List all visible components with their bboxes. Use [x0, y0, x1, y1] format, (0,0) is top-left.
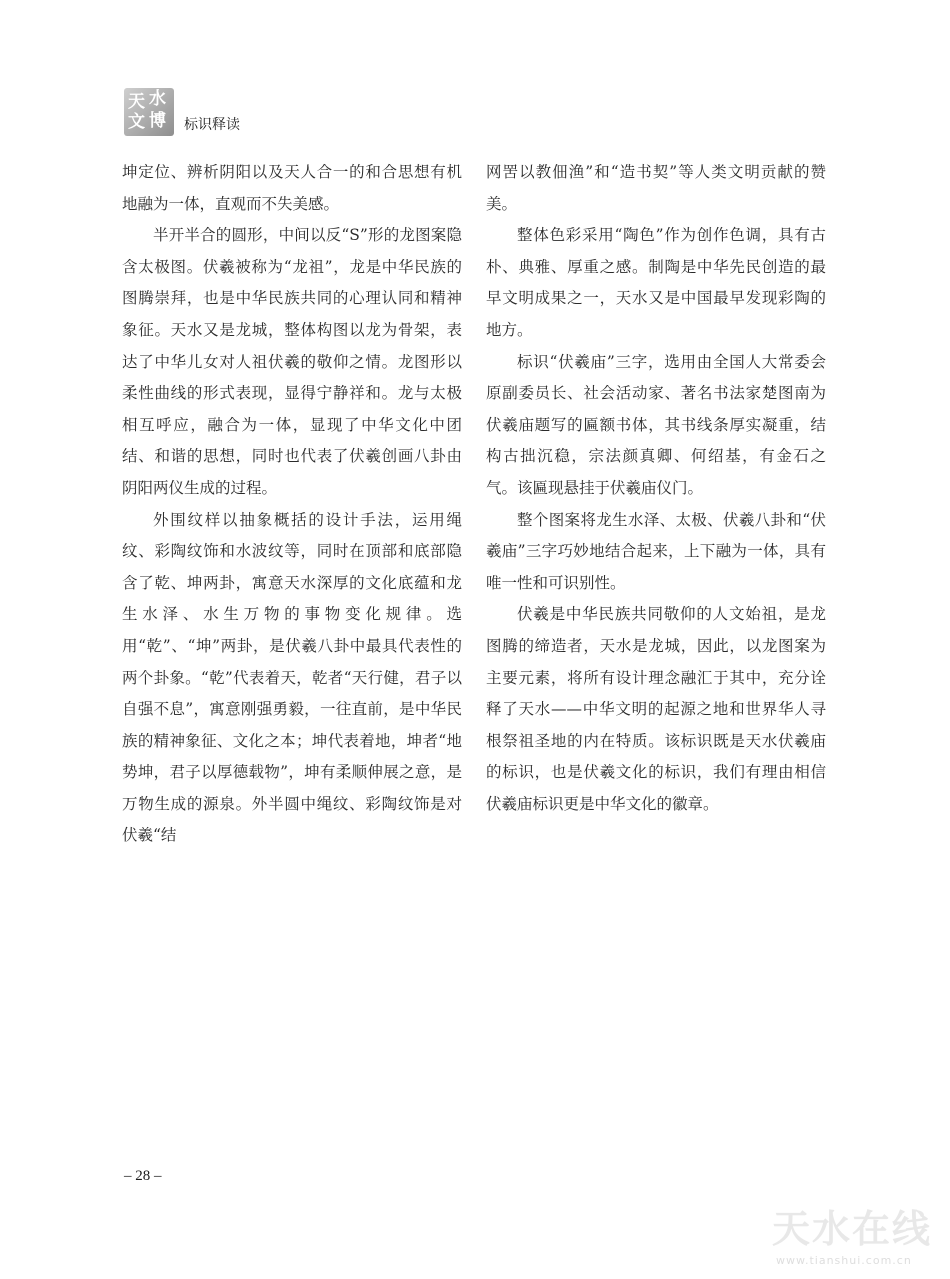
- watermark-url: www.tianshui.com.cn: [776, 1254, 912, 1267]
- page-number: – 28 –: [124, 1168, 162, 1184]
- logo-char: 水: [149, 89, 166, 109]
- paragraph: 半开半合的圆形，中间以反“S”形的龙图案隐含太极图。伏羲被称为“龙祖”，龙是中华民族的图腾崇拜，也是中华民族共同的心理认同和精神象征。天水又是龙城，整体构图以龙为骨架，表达了中华儿女对人祖伏羲的敬仰之情。龙图形以柔性曲线的形式表现，显得宁静祥和。龙与太极相互呼应，融合为一体，显现了中华文化中团结、和谐的思想，同时也代表了伏羲创画八卦由阴阳两仪生成的过程。: [122, 226, 462, 497]
- paragraph: 外围纹样以抽象概括的设计手法，运用绳纹、彩陶纹饰和水波纹等，同时在顶部和底部隐含了乾、坤两卦，寓意天水深厚的文化底蕴和龙生水泽、水生万物的事物变化规律。选用“乾”、“坤”两卦，是伏羲八卦中最具代表性的两个卦象。“乾”代表着天，乾者“天行健，君子以自强不息”，寓意刚强勇毅，一往直前，是中华民族的精神象征、文化之本；坤代表着地，坤者“地势坤，君子以厚德载物”，坤有柔顺伸展之意，是万物生成的源泉。外半圆中绳纹、彩陶纹饰是对伏羲“结: [122, 510, 462, 845]
- paragraph: 伏羲是中华民族共同敬仰的人文始祖，是龙图腾的缔造者，天水是龙城，因此，以龙图案为主要元素，将所有设计理念融汇于其中，充分诠释了天水——中华文明的起源之地和世界华人寻根祭祖圣地的内在特质。该标识既是天水伏羲庙的标识，也是伏羲文化的标识，我们有理由相信伏羲庙标识更是中华文化的徽章。: [486, 605, 826, 813]
- section-title: 标识释读: [184, 117, 240, 133]
- paragraph: 整个图案将龙生水泽、太极、伏羲八卦和“伏羲庙”三字巧妙地结合起来，上下融为一体，具有唯一性和可识别性。: [486, 510, 826, 592]
- logo-char: 文: [128, 112, 145, 132]
- logo-char: 天: [128, 92, 145, 112]
- paragraph: 坤定位、辨析阴阳以及天人合一的和合思想有机地融为一体，直观而不失美感。: [122, 163, 462, 213]
- left-column: [122, 157, 462, 852]
- right-column: [486, 157, 826, 820]
- paragraph: 标识“伏羲庙”三字，选用由全国人大常委会原副委员长、社会活动家、著名书法家楚图南为伏羲庙题写的匾额书体，其书线条厚实凝重，结构古拙沉稳，宗法颜真卿、何绍基，有金石之气。该匾现悬挂于伏羲庙仪门。: [486, 352, 826, 497]
- watermark-logo-text: 天水在线: [772, 1207, 933, 1251]
- paragraph: 网罟以教佃渔”和“造书契”等人类文明贡献的赞美。: [486, 163, 826, 213]
- journal-logo: [124, 88, 174, 136]
- logo-char: 博: [149, 111, 166, 131]
- site-watermark: [772, 1198, 944, 1274]
- paragraph: 整体色彩采用“陶色”作为创作色调，具有古朴、典雅、厚重之感。制陶是中华先民创造的最早文明成果之一，天水又是中国最早发现彩陶的地方。: [486, 226, 826, 339]
